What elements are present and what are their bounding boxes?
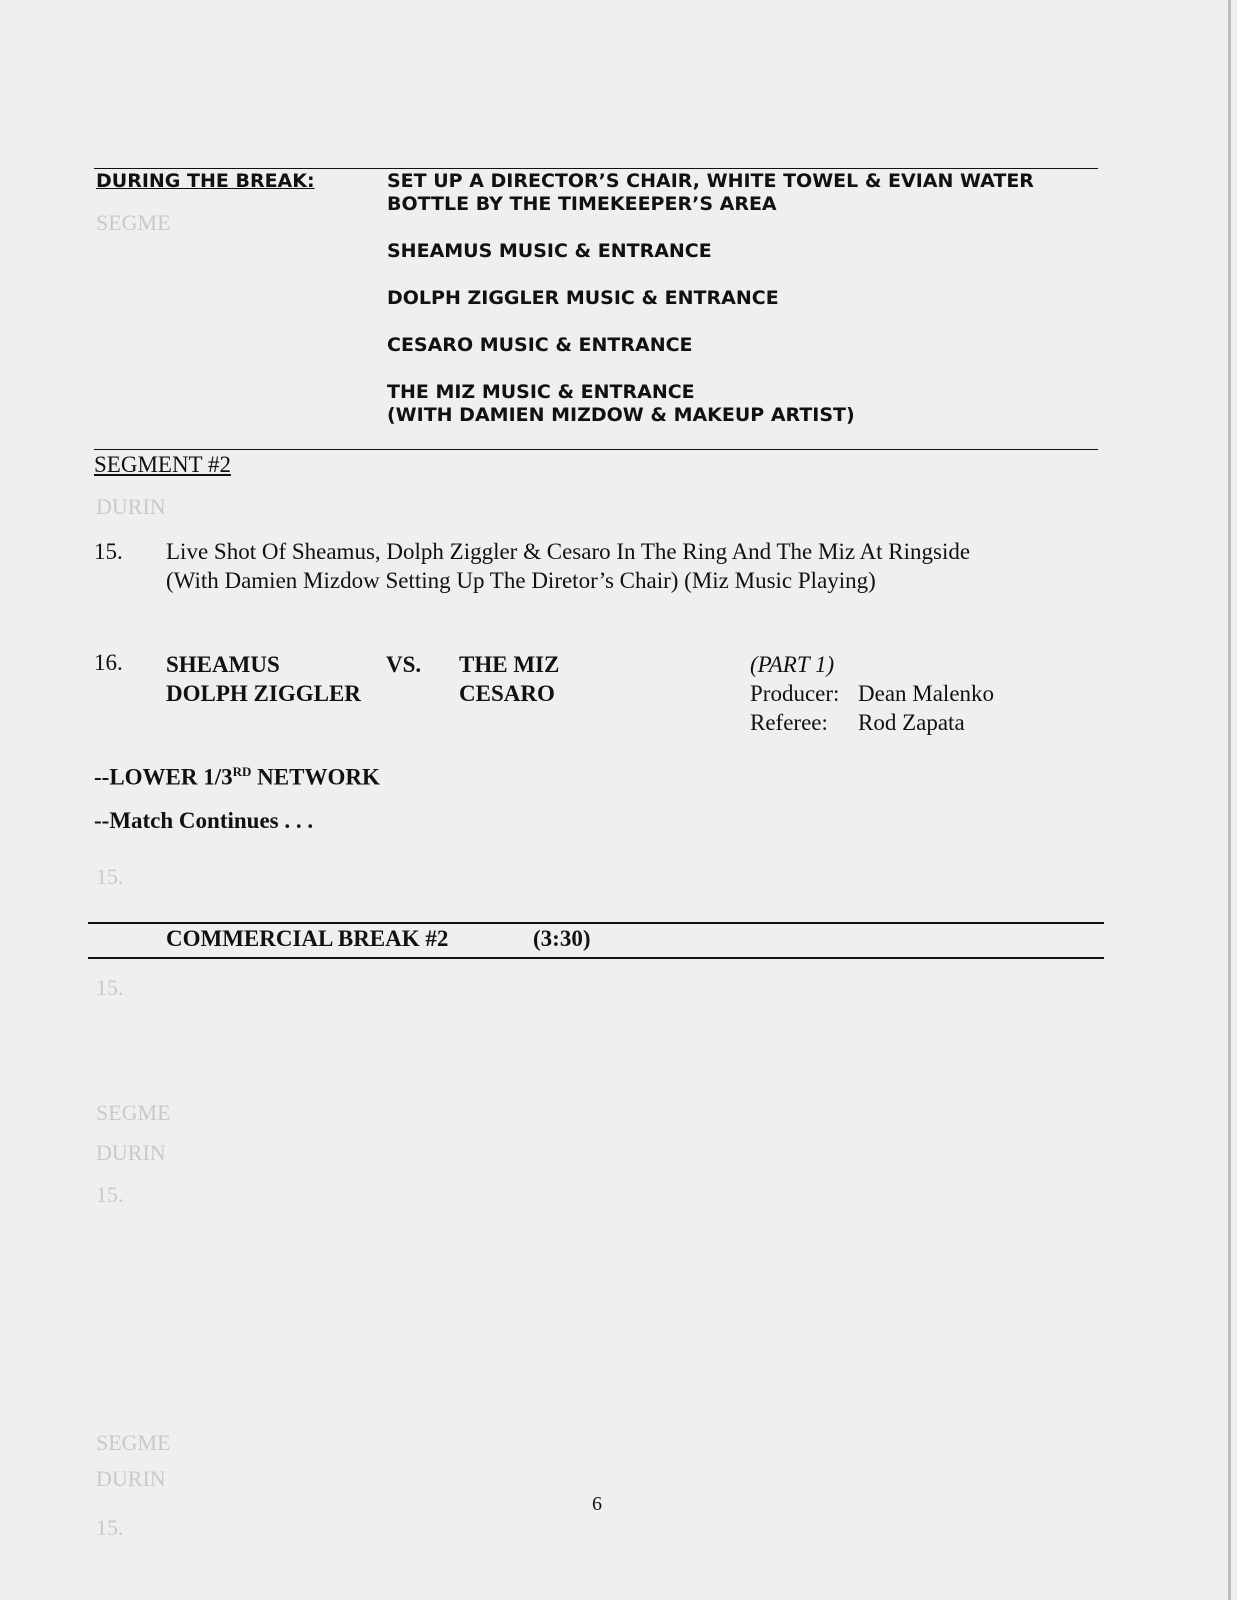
bleed-through-text: DURIN — [96, 1466, 166, 1491]
team-a: SHEAMUS DOLPH ZIGGLER — [166, 652, 361, 706]
rundown-item-15 — [94, 537, 971, 593]
versus-label: VS. — [386, 652, 422, 677]
during-break-item: THE MIZ MUSIC & ENTRANCE (WITH DAMIEN MIZDOW & MAKEUP ARTIST) — [387, 381, 855, 426]
bleed-through-text: DURIN — [96, 494, 166, 519]
commercial-rule-bottom — [88, 957, 1104, 959]
match-continues-note: --Match Continues . . . — [94, 808, 314, 833]
match-part: (PART 1) — [750, 652, 835, 677]
bleed-through-text: 15. — [96, 1515, 124, 1540]
item-number: 16. — [94, 650, 123, 675]
bleed-through-text: 15. — [96, 1182, 124, 1207]
commercial-break-time: (3:30) — [533, 926, 591, 951]
bleed-through-text: 15. — [96, 975, 124, 1000]
during-break-item: SET UP A DIRECTOR’S CHAIR, WHITE TOWEL & EVIAN WATER BOTTLE BY THE TIMEKEEPER’S AREA — [387, 170, 1034, 215]
item-description: Live Shot Of Sheamus, Dolph Ziggler & Cesaro In The Ring And The Miz At Ringside (With Damien Mizdow Setting Up The Diretor’s Chair) (Miz Music Playing) — [166, 539, 971, 593]
commercial-break-label: COMMERCIAL BREAK #2 — [166, 926, 449, 951]
top-rule — [94, 168, 1098, 169]
lower-third-note: --LOWER 1/3RD NETWORK — [94, 764, 380, 790]
segment-rule — [94, 449, 1098, 450]
segment-title: SEGMENT #2 — [94, 452, 231, 477]
team-b: THE MIZ CESARO — [459, 652, 560, 706]
bleed-through-text: SEGME — [96, 1100, 171, 1125]
bleed-through-text: SEGME — [96, 1430, 171, 1455]
scan-edge-shadow — [1228, 0, 1231, 1600]
bleed-through-text: SEGME — [96, 210, 171, 235]
producer-row: Producer: Dean Malenko — [750, 681, 995, 706]
bleed-through-text: 15. — [96, 864, 124, 889]
commercial-rule-top — [88, 922, 1104, 924]
during-break-list — [387, 170, 1034, 427]
match-info — [750, 650, 994, 737]
item-number: 15. — [94, 539, 123, 564]
page-number: 6 — [592, 1493, 602, 1515]
bleed-through-text: DURIN — [96, 1140, 166, 1165]
during-break-label: DURING THE BREAK: — [96, 170, 315, 192]
during-break-item: DOLPH ZIGGLER MUSIC & ENTRANCE — [387, 287, 779, 309]
referee-row: Referee: Rod Zapata — [750, 710, 965, 735]
during-break-item: SHEAMUS MUSIC & ENTRANCE — [387, 240, 712, 262]
during-break-item: CESARO MUSIC & ENTRANCE — [387, 334, 693, 356]
